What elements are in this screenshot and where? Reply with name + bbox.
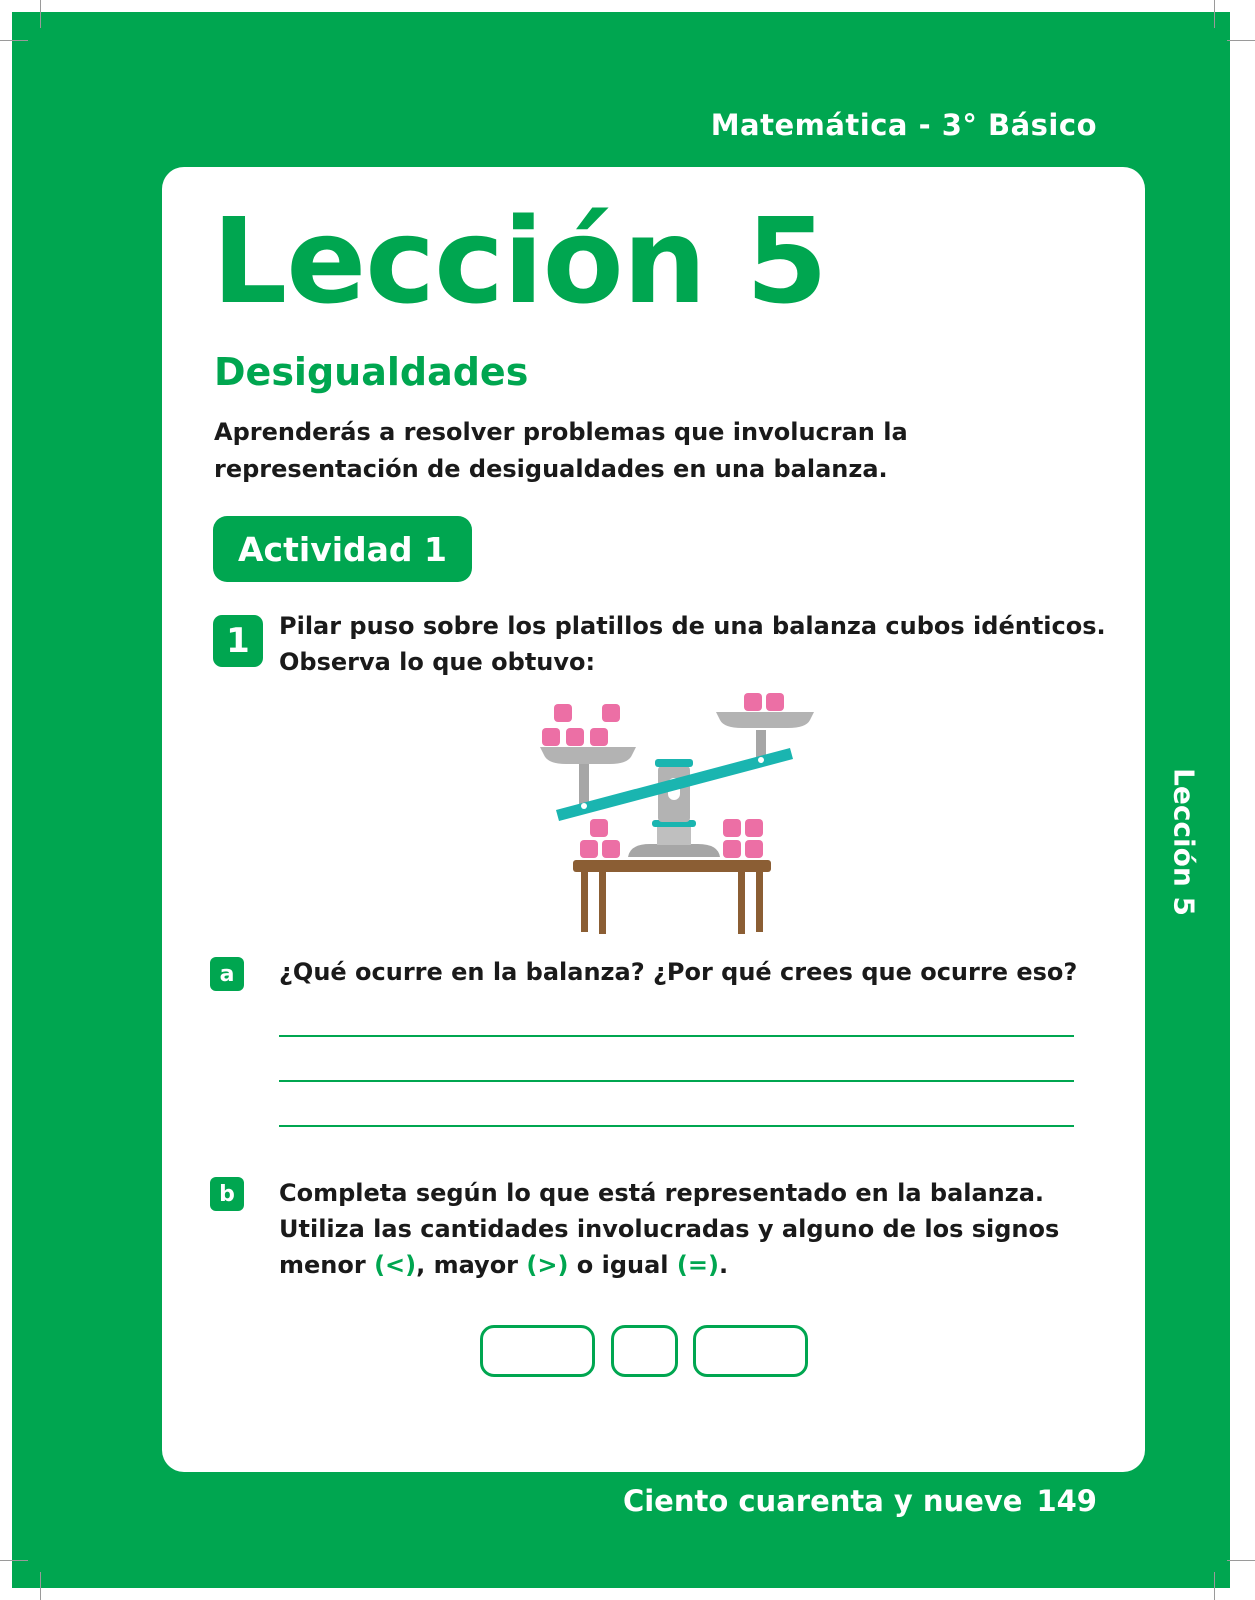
left-pan-cube bbox=[542, 728, 560, 746]
page-number: 149 bbox=[1036, 1484, 1097, 1518]
lesson-title: Lección 5 bbox=[212, 192, 827, 330]
question-text: Pilar puso sobre los platillos de una balanza cubos idénticos. Observa lo que obtuvo: bbox=[279, 612, 1106, 676]
table-cube-left bbox=[590, 819, 608, 837]
table-cube-left bbox=[580, 840, 598, 858]
right-pan-cube bbox=[744, 693, 762, 711]
lesson-card bbox=[162, 167, 1145, 1472]
side-tab bbox=[1154, 767, 1214, 917]
right-pan-cube bbox=[766, 693, 784, 711]
table bbox=[573, 860, 771, 934]
part-b-separator: , mayor bbox=[416, 1251, 527, 1279]
equal-sign: (=) bbox=[676, 1251, 719, 1279]
greater-than-sign: (>) bbox=[526, 1251, 569, 1279]
left-pan-cube bbox=[554, 704, 572, 722]
crop-mark bbox=[0, 1560, 28, 1561]
header-title: Matemática - 3° Básico bbox=[710, 108, 1097, 142]
lesson-intro: Aprenderás a resolver problemas que involucran la representación de desigualdades en una balanza. bbox=[214, 418, 908, 483]
crop-mark bbox=[1214, 1572, 1215, 1600]
crop-mark bbox=[1214, 0, 1215, 28]
left-pan-cube bbox=[590, 728, 608, 746]
table-cube-right bbox=[723, 819, 741, 837]
crop-mark bbox=[40, 1572, 41, 1600]
part-b-text: Completa según lo que está representado en la balanza. Utiliza las cantidades involucradas y alguno de los signos menor bbox=[279, 1179, 1060, 1279]
left-pan-cube bbox=[566, 728, 584, 746]
table-cube-right bbox=[723, 840, 741, 858]
crop-mark bbox=[1227, 1560, 1255, 1561]
part-b-badge: b bbox=[210, 1177, 244, 1211]
table-cube-right bbox=[745, 840, 763, 858]
right-pan bbox=[716, 712, 814, 762]
question-number-badge: 1 bbox=[213, 615, 263, 667]
side-tab-label: Lección 5 bbox=[1167, 767, 1201, 917]
part-b-separator: o igual bbox=[568, 1251, 677, 1279]
answer-line[interactable] bbox=[279, 1125, 1074, 1127]
page-footer bbox=[623, 1484, 1097, 1518]
answer-line[interactable] bbox=[279, 1080, 1074, 1082]
part-a-badge: a bbox=[210, 957, 244, 991]
part-b-instructions bbox=[279, 1175, 1099, 1283]
part-b-end: . bbox=[718, 1251, 729, 1279]
answer-line[interactable] bbox=[279, 1035, 1074, 1037]
table-cube-right bbox=[745, 819, 763, 837]
lesson-subtitle: Desigualdades bbox=[214, 350, 529, 394]
answer-box-left-quantity[interactable] bbox=[480, 1325, 595, 1377]
crop-mark bbox=[40, 0, 41, 28]
balance-scale-illustration bbox=[540, 692, 815, 942]
part-a-question: ¿Qué ocurre en la balanza? ¿Por qué crees que ocurre eso? bbox=[279, 958, 1078, 986]
left-pan-cube bbox=[602, 704, 620, 722]
page-background bbox=[12, 12, 1230, 1588]
activity-label: Actividad 1 bbox=[213, 516, 472, 582]
page-number-words: Ciento cuarenta y nueve bbox=[622, 1484, 1023, 1518]
crop-mark bbox=[1227, 40, 1255, 41]
answer-box-right-quantity[interactable] bbox=[693, 1325, 808, 1377]
table-cube-left bbox=[602, 840, 620, 858]
crop-mark bbox=[0, 40, 28, 41]
less-than-sign: (<) bbox=[374, 1251, 417, 1279]
answer-box-sign[interactable] bbox=[611, 1325, 678, 1377]
